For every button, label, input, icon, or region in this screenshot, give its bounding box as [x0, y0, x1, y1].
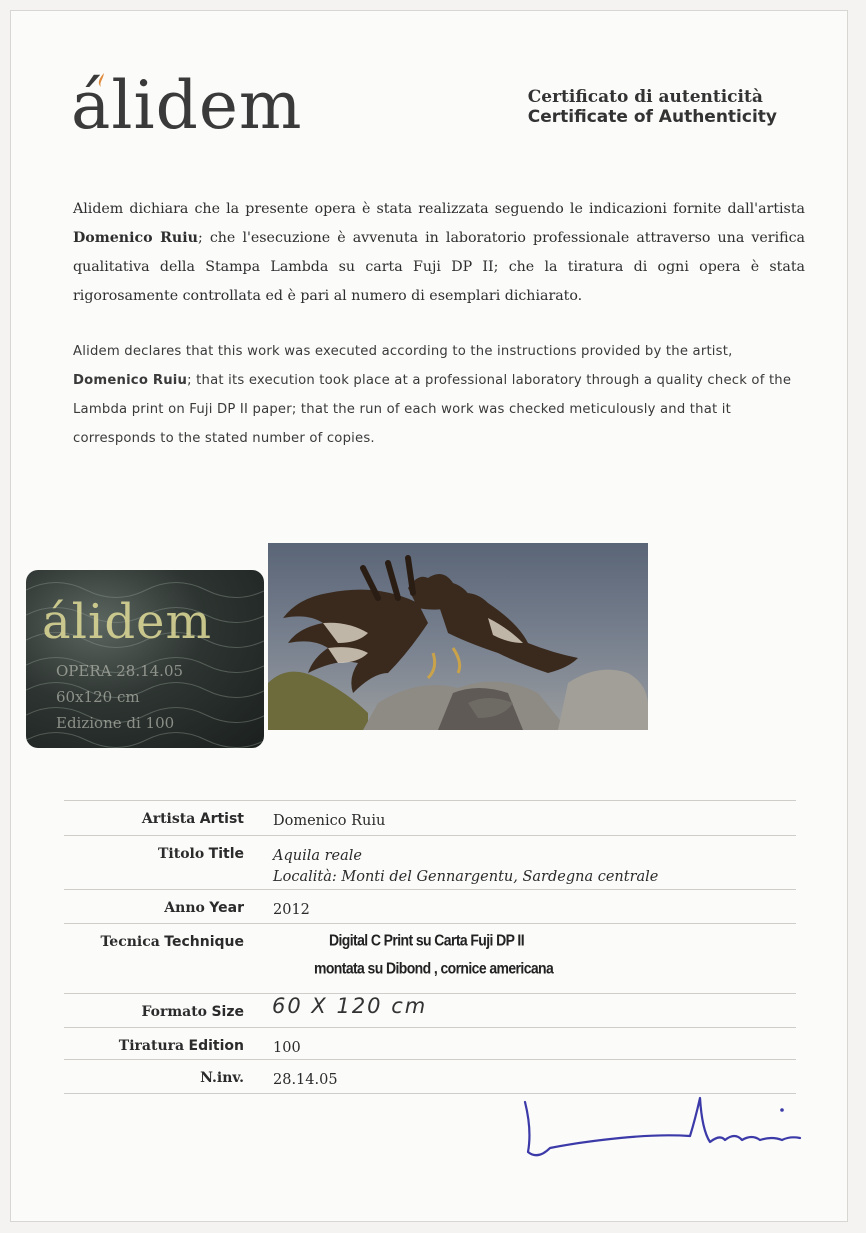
- hologram-text-1: OPERA 28.14.05: [56, 662, 184, 680]
- certificate-title: [528, 87, 777, 128]
- statement-en-body: ; that its execution took place at a professional laboratory through a quality check of the Lambda print on Fuji DP II paper; that the run of each work was checked meticulously and that it corresponds to the stated number of copies.: [73, 373, 792, 446]
- artist-signature: [520, 1090, 810, 1170]
- artist-label-it: Artista: [141, 811, 196, 827]
- title-label: [64, 846, 244, 862]
- artist-label: [64, 811, 244, 827]
- technique-label-it: Tecnica: [100, 934, 160, 950]
- statement-en-artist: Domenico Ruiu: [73, 373, 188, 388]
- size-label: [64, 1004, 244, 1020]
- artwork-thumbnail: [268, 543, 648, 730]
- year-label: [64, 900, 244, 916]
- brand-logo: álidem: [71, 67, 303, 144]
- size-label-it: Formato: [141, 1004, 208, 1020]
- statement-english: [73, 337, 809, 453]
- technique-line-1: Digital C Print su Carta Fuji DP II: [329, 930, 524, 950]
- size-label-en: Size: [211, 1004, 244, 1020]
- year-value: 2012: [273, 902, 310, 918]
- edition-label-it: Tiratura: [118, 1038, 185, 1054]
- inventory-label: [64, 1070, 244, 1086]
- hologram-text-3: Edizione di 100: [56, 714, 175, 732]
- title-label-it: Titolo: [158, 846, 205, 862]
- row-inventory: [64, 1059, 796, 1094]
- statement-italian: [73, 195, 805, 311]
- size-value: 60 X 120 cm: [272, 994, 428, 1018]
- technique-line-2: montata su Dibond , cornice americana: [314, 958, 554, 978]
- row-technique: [64, 923, 796, 993]
- statement-it-artist: Domenico Ruiu: [73, 230, 198, 246]
- hologram-text-2: 60x120 cm: [56, 688, 140, 706]
- edition-value: 100: [273, 1040, 301, 1056]
- title-italian: Certificato di autenticità: [527, 87, 763, 107]
- inventory-value: 28.14.05: [273, 1072, 338, 1088]
- row-title: [64, 835, 796, 889]
- title-value: [273, 846, 658, 888]
- title-english: Certificate of Authenticity: [527, 107, 777, 128]
- hologram-logo: álidem: [42, 594, 212, 650]
- row-artist: [64, 800, 796, 835]
- inventory-label-text: N.inv.: [200, 1070, 244, 1086]
- statement-it-body: ; che l'esecuzione è avvenuta in laboratorio professionale attraverso una verifica qualitativa della Stampa Lambda su carta Fuji DP II; che la tiratura di ogni opera è stata rigorosamente controllata ed è pari al numero di esemplari dichiarato.: [73, 230, 805, 304]
- year-label-it: Anno: [164, 900, 205, 916]
- title-label-en: Title: [208, 846, 244, 862]
- year-label-en: Year: [209, 900, 244, 916]
- edition-label-en: Edition: [188, 1038, 244, 1054]
- artist-label-en: Artist: [199, 811, 244, 827]
- title-location: Località: Monti del Gennargentu, Sardegna centrale: [273, 869, 659, 885]
- technique-label-en: Technique: [164, 934, 244, 950]
- statement-it-intro: Alidem dichiara che la presente opera è stata realizzata seguendo le indicazioni fornite dall'artista: [73, 201, 805, 217]
- row-edition: [64, 1027, 796, 1059]
- row-size: [64, 993, 796, 1027]
- title-name: Aquila reale: [273, 848, 362, 864]
- eagle-photo: [268, 543, 648, 730]
- statement-en-intro: Alidem declares that this work was executed according to the instructions provided by the artist,: [73, 344, 733, 359]
- row-year: [64, 889, 796, 923]
- hologram-seal: [26, 570, 264, 748]
- artist-value: Domenico Ruiu: [273, 813, 386, 829]
- artwork-details: [64, 800, 796, 1094]
- technique-label: [64, 934, 244, 950]
- edition-label: [64, 1038, 244, 1054]
